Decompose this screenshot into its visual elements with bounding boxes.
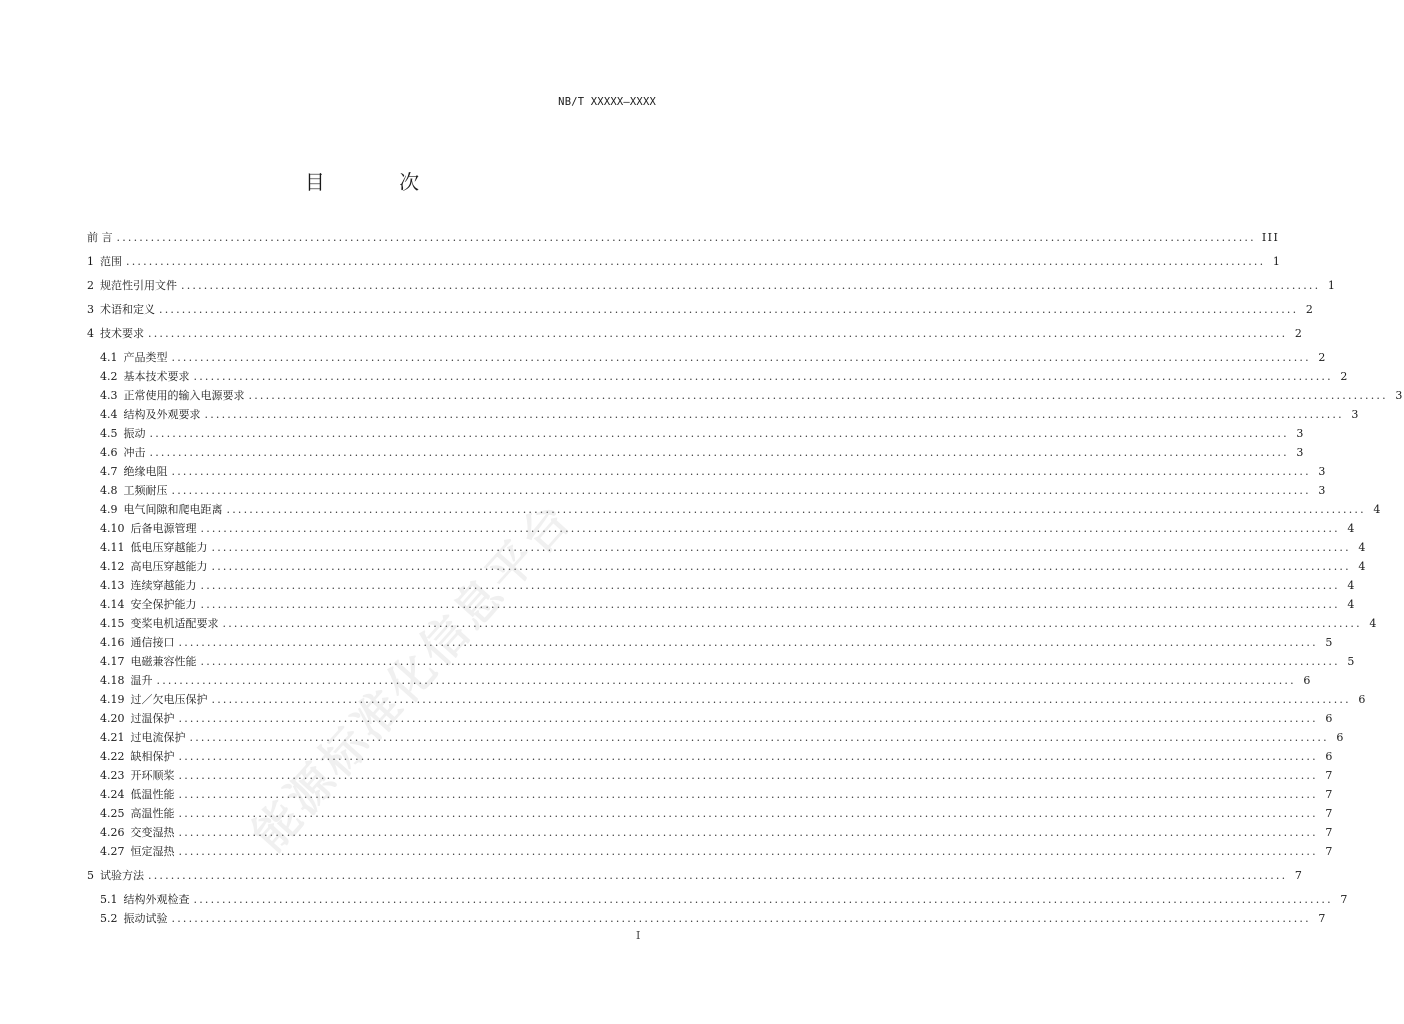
toc-entry-title bbox=[100, 351, 170, 365]
toc-entry[interactable] bbox=[100, 745, 1334, 764]
toc-leader-dots: ........................................................................................................................................................................................................ bbox=[178, 712, 1318, 725]
toc-entry-page: 5 bbox=[1325, 636, 1334, 649]
toc-entry-label: 高温性能 bbox=[130, 807, 175, 820]
toc-entry-label: 振动试验 bbox=[123, 912, 168, 925]
toc-entry-label: 范围 bbox=[100, 255, 122, 268]
toc-entry-page: 3 bbox=[1296, 427, 1305, 440]
toc-entry-title bbox=[100, 465, 170, 479]
toc-entry-number: 2 bbox=[87, 279, 94, 292]
toc-entry[interactable] bbox=[87, 250, 1282, 269]
toc-entry-title bbox=[100, 912, 170, 926]
toc-leader-dots: ........................................................................................................................................................................................................ bbox=[148, 869, 1288, 882]
toc-leader-dots: ........................................................................................................................................................................................................ bbox=[178, 750, 1318, 763]
toc-leader-dots: ........................................................................................................................................................................................................ bbox=[193, 370, 1333, 383]
toc-entry-page: 3 bbox=[1296, 446, 1305, 459]
toc-entry-title bbox=[100, 408, 203, 422]
toc-entry-label: 产品类型 bbox=[123, 351, 168, 364]
toc-entry-number: 4 bbox=[87, 327, 94, 340]
toc-entry[interactable] bbox=[87, 864, 1304, 883]
toc-leader-dots: ........................................................................................................................................................................................................ bbox=[171, 465, 1311, 478]
toc-entry-label: 低电压穿越能力 bbox=[130, 541, 208, 554]
toc-entry-label: 规范性引用文件 bbox=[100, 279, 177, 292]
toc-entry[interactable] bbox=[100, 384, 1404, 403]
toc-entry[interactable] bbox=[100, 802, 1334, 821]
toc-entry-page: 1 bbox=[1272, 255, 1282, 268]
toc-entry[interactable] bbox=[100, 650, 1356, 669]
toc-leader-dots: ........................................................................................................................................................................................................ bbox=[211, 541, 1351, 554]
toc-entry-page: 2 bbox=[1318, 351, 1327, 364]
toc-leader-dots: ........................................................................................................................................................................................................ bbox=[159, 303, 1299, 316]
toc-entry-number: 4.26 bbox=[100, 826, 125, 839]
toc-entry[interactable] bbox=[100, 346, 1327, 365]
toc-entry-number: 5.2 bbox=[100, 912, 118, 925]
toc-leader-dots: ........................................................................................................................................................................................................ bbox=[193, 893, 1333, 906]
toc-entry-page: 4 bbox=[1369, 617, 1378, 630]
toc-entry-number: 4.14 bbox=[100, 598, 125, 611]
toc-entry[interactable] bbox=[100, 612, 1378, 631]
toc-entry[interactable] bbox=[100, 726, 1345, 745]
toc-entry-page: 6 bbox=[1325, 750, 1334, 763]
toc-entry-title bbox=[100, 617, 221, 631]
toc-entry-title bbox=[100, 446, 148, 460]
toc-entry[interactable] bbox=[100, 365, 1349, 384]
toc-entry-label: 连续穿越能力 bbox=[130, 579, 197, 592]
toc-entry-page: 2 bbox=[1305, 303, 1315, 316]
toc-leader-dots: ........................................................................................................................................................................................................ bbox=[200, 598, 1340, 611]
toc-entry-label: 基本技术要求 bbox=[123, 370, 190, 383]
toc-entry-title bbox=[87, 303, 157, 317]
toc-entry-title bbox=[87, 231, 115, 245]
toc-entry-label: 技术要求 bbox=[100, 327, 144, 340]
toc-entry-page: 7 bbox=[1325, 807, 1334, 820]
toc-entry[interactable] bbox=[100, 669, 1312, 688]
toc-entry-title bbox=[100, 731, 188, 745]
toc-entry-page: 6 bbox=[1303, 674, 1312, 687]
toc-entry-title bbox=[87, 869, 146, 883]
toc-entry-title bbox=[100, 693, 210, 707]
toc-entry-page: 4 bbox=[1373, 503, 1382, 516]
toc-entry-page: 4 bbox=[1347, 579, 1356, 592]
toc-entry[interactable] bbox=[87, 226, 1280, 245]
toc-entry-title bbox=[100, 750, 177, 764]
toc-leader-dots: ........................................................................................................................................................................................................ bbox=[211, 693, 1351, 706]
toc-entry-title bbox=[100, 484, 170, 498]
toc-entry[interactable] bbox=[100, 517, 1356, 536]
toc-entry[interactable] bbox=[100, 555, 1367, 574]
toc-leader-dots: ........................................................................................................................................................................................................ bbox=[226, 503, 1366, 516]
toc-entry-page: 6 bbox=[1358, 693, 1367, 706]
toc-entry-page: 4 bbox=[1358, 541, 1367, 554]
toc-entry-title bbox=[100, 503, 225, 517]
toc-entry-number: 4.25 bbox=[100, 807, 125, 820]
toc-entry-page: 7 bbox=[1294, 869, 1304, 882]
toc-entry-title bbox=[87, 279, 179, 293]
toc-entry-page: 3 bbox=[1318, 484, 1327, 497]
toc-entry[interactable] bbox=[100, 821, 1334, 840]
toc-entry-label: 开环顺桨 bbox=[130, 769, 175, 782]
toc-entry-number: 4.8 bbox=[100, 484, 118, 497]
toc-entry-number: 4.19 bbox=[100, 693, 125, 706]
toc-entry-label: 温升 bbox=[130, 674, 153, 687]
toc-entry[interactable] bbox=[100, 707, 1334, 726]
toc-leader-dots: ........................................................................................................................................................................................................ bbox=[156, 674, 1296, 687]
toc-entry[interactable] bbox=[87, 298, 1315, 317]
toc-entry-title bbox=[100, 769, 177, 783]
toc-leader-dots: ........................................................................................................................................................................................................ bbox=[171, 484, 1311, 497]
toc-entry-page: 3 bbox=[1351, 408, 1360, 421]
toc-entry[interactable] bbox=[100, 783, 1334, 802]
toc-entry-title bbox=[100, 655, 199, 669]
toc-entry-title bbox=[100, 826, 177, 840]
toc-entry-page: 6 bbox=[1325, 712, 1334, 725]
toc-leader-dots: ........................................................................................................................................................................................................ bbox=[248, 389, 1388, 402]
toc-entry-label: 安全保护能力 bbox=[130, 598, 197, 611]
toc-entry-page: 2 bbox=[1340, 370, 1349, 383]
page-title: 目 次 bbox=[304, 170, 454, 194]
toc-entry-title bbox=[87, 255, 124, 269]
toc-entry-label: 过温保护 bbox=[130, 712, 175, 725]
toc-entry-label: 过／欠电压保护 bbox=[130, 693, 208, 706]
toc-entry-title bbox=[100, 788, 177, 802]
toc-leader-dots: ........................................................................................................................................................................................................ bbox=[181, 279, 1321, 292]
toc-entry-number: 4.17 bbox=[100, 655, 125, 668]
toc-leader-dots: ........................................................................................................................................................................................................ bbox=[178, 769, 1318, 782]
toc-entry-label: 正常使用的输入电源要求 bbox=[123, 389, 245, 402]
toc-entry-label: 缺相保护 bbox=[130, 750, 175, 763]
toc-entry[interactable] bbox=[100, 498, 1382, 517]
toc-entry[interactable] bbox=[100, 907, 1327, 926]
toc-entry-number: 5 bbox=[87, 869, 94, 882]
toc-entry-title bbox=[100, 674, 155, 688]
toc-entry[interactable] bbox=[100, 631, 1334, 650]
toc-entry-title bbox=[100, 370, 192, 384]
toc-entry-label: 恒定湿热 bbox=[130, 845, 175, 858]
toc-entry-page: 7 bbox=[1325, 845, 1334, 858]
toc-leader-dots: ........................................................................................................................................................................................................ bbox=[211, 560, 1351, 573]
toc-entry-label: 绝缘电阻 bbox=[123, 465, 168, 478]
toc-entry-number: 4.18 bbox=[100, 674, 125, 687]
toc-entry-page: III bbox=[1261, 231, 1280, 244]
toc-entry-number: 4.27 bbox=[100, 845, 125, 858]
toc-entry-label: 变桨电机适配要求 bbox=[130, 617, 219, 630]
toc-entry-number: 4.12 bbox=[100, 560, 125, 573]
toc-entry-number: 4.23 bbox=[100, 769, 125, 782]
toc-entry-number: 4.3 bbox=[100, 389, 118, 402]
toc-entry-page: 4 bbox=[1358, 560, 1367, 573]
toc-entry-page: 7 bbox=[1318, 912, 1327, 925]
toc-entry-number: 4.20 bbox=[100, 712, 125, 725]
toc-entry-label: 高电压穿越能力 bbox=[130, 560, 208, 573]
toc-entry-page: 6 bbox=[1336, 731, 1345, 744]
toc-entry-number: 4.22 bbox=[100, 750, 125, 763]
toc-leader-dots: ........................................................................................................................................................................................................ bbox=[178, 788, 1318, 801]
toc-entry-page: 7 bbox=[1340, 893, 1349, 906]
toc-entry-number: 4.15 bbox=[100, 617, 125, 630]
toc-entry-label: 工频耐压 bbox=[123, 484, 168, 497]
toc-entry[interactable] bbox=[100, 593, 1356, 612]
toc-leader-dots: ........................................................................................................................................................................................................ bbox=[149, 446, 1289, 459]
toc-leader-dots: ........................................................................................................................................................................................................ bbox=[148, 327, 1288, 340]
toc-entry-number: 4.4 bbox=[100, 408, 118, 421]
toc-entry-page: 3 bbox=[1318, 465, 1327, 478]
toc-entry-label: 结构及外观要求 bbox=[123, 408, 201, 421]
toc-entry-label: 过电流保护 bbox=[130, 731, 186, 744]
toc-entry-title bbox=[100, 427, 148, 441]
toc-leader-dots: ........................................................................................................................................................................................................ bbox=[126, 255, 1266, 268]
toc-entry-title bbox=[100, 845, 177, 859]
toc-entry-title bbox=[100, 541, 210, 555]
toc-entry-title bbox=[100, 579, 199, 593]
toc-entry-title bbox=[100, 598, 199, 612]
toc-entry-number: 4.10 bbox=[100, 522, 125, 535]
toc-entry-page: 5 bbox=[1347, 655, 1356, 668]
toc-entry-number: 4.16 bbox=[100, 636, 125, 649]
toc-entry-label: 低温性能 bbox=[130, 788, 175, 801]
toc-entry-number: 4.9 bbox=[100, 503, 118, 516]
toc-leader-dots: ........................................................................................................................................................................................................ bbox=[200, 579, 1340, 592]
toc-entry-label: 电磁兼容性能 bbox=[130, 655, 197, 668]
toc-entry-label: 前 言 bbox=[87, 231, 113, 244]
toc-entry-number: 4.24 bbox=[100, 788, 125, 801]
toc-entry[interactable] bbox=[100, 441, 1305, 460]
toc-entry-label: 结构外观检查 bbox=[123, 893, 190, 906]
toc-entry-title bbox=[100, 807, 177, 821]
toc-entry-number: 4.5 bbox=[100, 427, 118, 440]
toc-leader-dots: ........................................................................................................................................................................................................ bbox=[200, 655, 1340, 668]
toc-leader-dots: ........................................................................................................................................................................................................ bbox=[178, 826, 1318, 839]
toc-entry-label: 后备电源管理 bbox=[130, 522, 197, 535]
toc-entry-title bbox=[100, 522, 199, 536]
toc-entry-title bbox=[100, 636, 177, 650]
toc-entry-label: 振动 bbox=[123, 427, 146, 440]
toc-entry[interactable] bbox=[100, 840, 1334, 859]
toc-entry-page: 2 bbox=[1294, 327, 1304, 340]
toc-entry-label: 通信接口 bbox=[130, 636, 175, 649]
toc-entry-page: 4 bbox=[1347, 522, 1356, 535]
toc-entry-title bbox=[100, 712, 177, 726]
toc-entry-number: 4.21 bbox=[100, 731, 125, 744]
toc-entry[interactable] bbox=[87, 322, 1304, 341]
toc-entry-label: 术语和定义 bbox=[100, 303, 155, 316]
toc-entry-number: 5.1 bbox=[100, 893, 118, 906]
toc-entry-title bbox=[100, 893, 192, 907]
toc-leader-dots: ........................................................................................................................................................................................................ bbox=[149, 427, 1289, 440]
toc-entry[interactable] bbox=[100, 403, 1360, 422]
toc-leader-dots: ........................................................................................................................................................................................................ bbox=[178, 636, 1318, 649]
toc-entry-label: 交变湿热 bbox=[130, 826, 175, 839]
toc-entry-number: 4.11 bbox=[100, 541, 125, 554]
toc-entry[interactable] bbox=[100, 479, 1327, 498]
toc-leader-dots: ........................................................................................................................................................................................................ bbox=[222, 617, 1362, 630]
toc-entry-number: 4.2 bbox=[100, 370, 118, 383]
toc-entry[interactable] bbox=[100, 764, 1334, 783]
toc-entry[interactable] bbox=[87, 274, 1337, 293]
toc-leader-dots: ........................................................................................................................................................................................................ bbox=[178, 845, 1318, 858]
toc-entry-page: 7 bbox=[1325, 788, 1334, 801]
toc-entry[interactable] bbox=[100, 422, 1305, 441]
toc-entry-page: 1 bbox=[1327, 279, 1337, 292]
toc-entry-title bbox=[87, 327, 146, 341]
toc-entry[interactable] bbox=[100, 688, 1367, 707]
toc-entry[interactable] bbox=[100, 888, 1349, 907]
toc-entry-number: 4.1 bbox=[100, 351, 118, 364]
toc-leader-dots: ........................................................................................................................................................................................................ bbox=[178, 807, 1318, 820]
toc-entry-number: 3 bbox=[87, 303, 94, 316]
toc-entry[interactable] bbox=[100, 574, 1356, 593]
toc-entry-number: 4.13 bbox=[100, 579, 125, 592]
toc-leader-dots: ........................................................................................................................................................................................................ bbox=[171, 912, 1311, 925]
toc-entry-title bbox=[100, 560, 210, 574]
toc-leader-dots: ........................................................................................................................................................................................................ bbox=[171, 351, 1311, 364]
toc-leader-dots: ........................................................................................................................................................................................................ bbox=[189, 731, 1329, 744]
watermark: 能源标准化信息平台 bbox=[241, 490, 583, 862]
toc-entry-number: 1 bbox=[87, 255, 94, 268]
toc-entry-label: 电气间隙和爬电距离 bbox=[123, 503, 223, 516]
toc-leader-dots: ........................................................................................................................................................................................................ bbox=[204, 408, 1344, 421]
toc-entry[interactable] bbox=[100, 460, 1327, 479]
toc-entry-number: 4.7 bbox=[100, 465, 118, 478]
toc-entry-page: 3 bbox=[1395, 389, 1404, 402]
toc-entry-page: 7 bbox=[1325, 826, 1334, 839]
toc-entry-label: 冲击 bbox=[123, 446, 146, 459]
toc-entry-number: 4.6 bbox=[100, 446, 118, 459]
toc-entry-title bbox=[100, 389, 247, 403]
toc-leader-dots: ........................................................................................................................................................................................................ bbox=[116, 231, 1256, 244]
footer-page-number: I bbox=[636, 929, 641, 942]
toc-leader-dots: ........................................................................................................................................................................................................ bbox=[200, 522, 1340, 535]
toc-entry-page: 7 bbox=[1325, 769, 1334, 782]
toc-entry[interactable] bbox=[100, 536, 1367, 555]
toc-entry-page: 4 bbox=[1347, 598, 1356, 611]
toc-entry-label: 试验方法 bbox=[100, 869, 144, 882]
document-code: NB/T XXXXX—XXXX bbox=[558, 96, 656, 108]
